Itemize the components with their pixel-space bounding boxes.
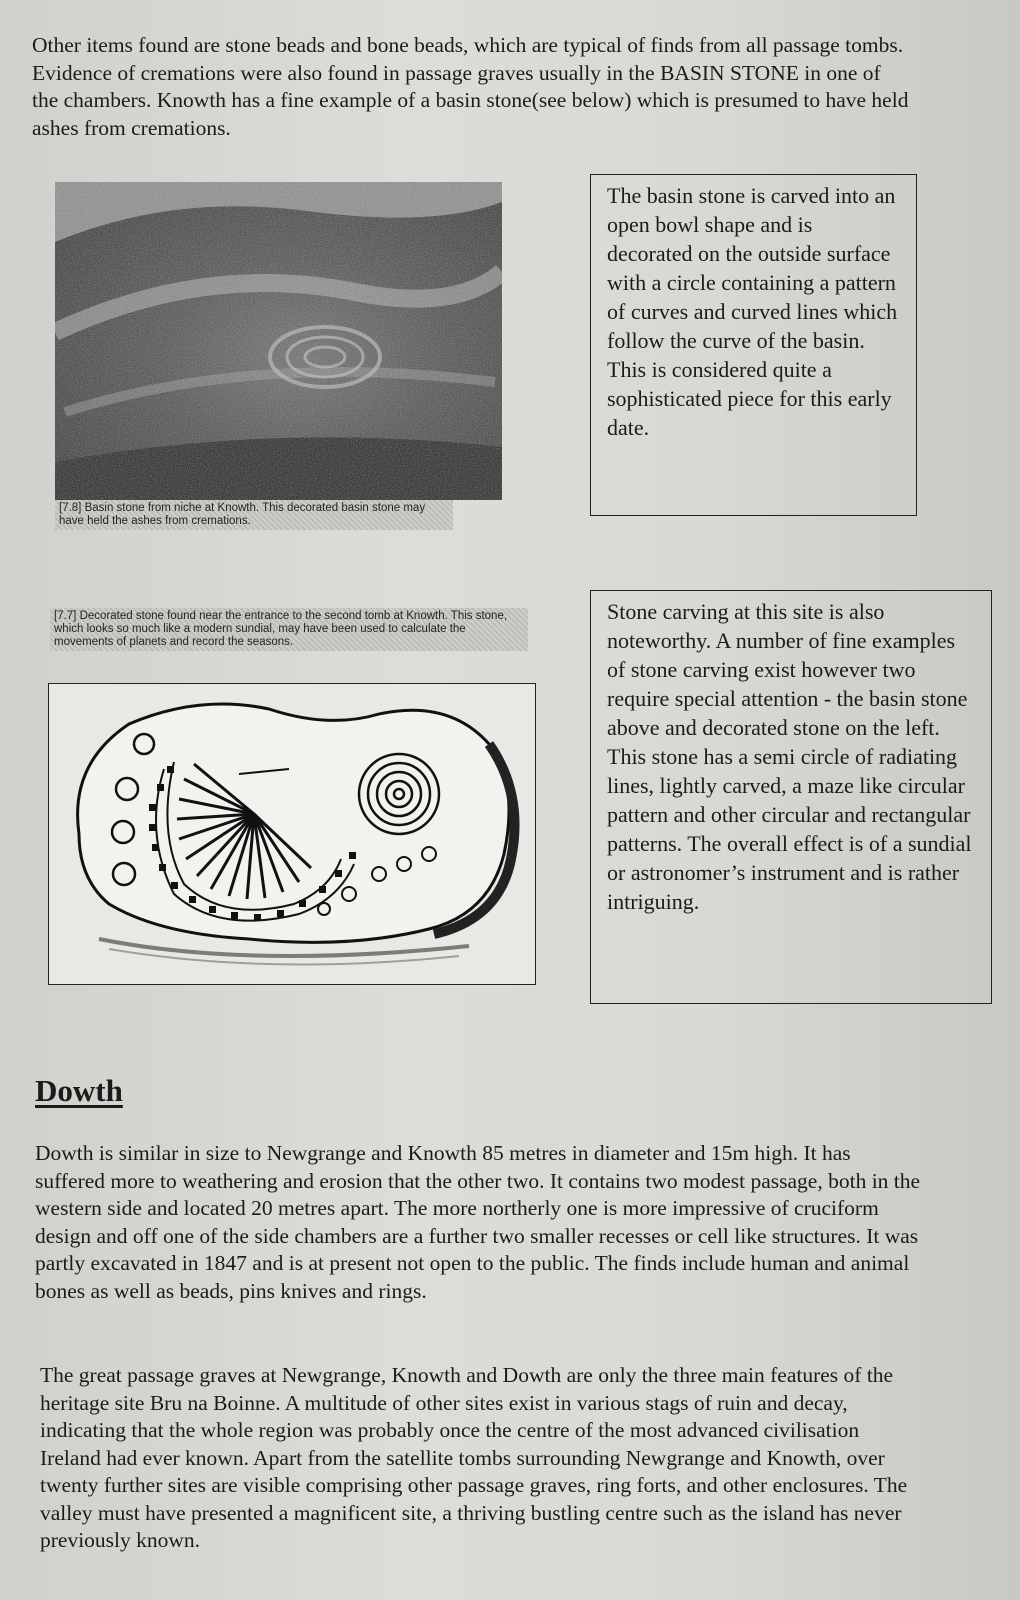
basin-stone-illustration [55,182,502,500]
dowth-heading: Dowth [35,1073,123,1108]
intro-paragraph: Other items found are stone beads and bone beads, which are typical of finds from all passage tombs. Evidence of cremations were also found in passage graves usually in the BASIN STONE in one of the chambers. Knowth has a fine example of a basin stone(see below) which is presumed to have held ashes from cremations. [32,33,909,140]
basin-stone-caption: [7.8] Basin stone from niche at Knowth. This decorated basin stone may have held the ashes from cremations. [55,500,453,530]
decorated-stone-caption: [7.7] Decorated stone found near the entrance to the second tomb at Knowth. This stone, which looks so much like a modern sundial, may have been used to calculate the movements of planets and record the seasons. [50,608,528,651]
stone-carving-textbox: Stone carving at this site is also noteworthy. A number of fine examples of stone carving exist however two require special attention - the basin stone above and decorated stone on the left. This stone has a semi circle of radiating lines, lightly carved, a maze like circular pattern and other circular and rectangular patterns. The overall effect is of a sundial or astronomer’s instrument and is rather intriguing. [590,590,992,1004]
closing-paragraph: The great passage graves at Newgrange, Knowth and Dowth are only the three main features of the heritage site Bru na Boinne. A multitude of other sites exist in various stags of ruin and decay, indicating that the whole region was probably once the centre of the most advanced civilisation Ireland had ever known. Apart from the satellite tombs surrounding Newgrange and Knowth, over twenty further sites are visible comprising other passage graves, ring forts, and other enclosures. The valley must have presented a magnificent site, a thriving bustling centre such as the island has never previously known. [40,1363,908,1552]
sundial-stone-illustration [49,684,534,983]
basin-stone-photo [55,182,502,500]
decorated-stone-drawing [48,683,536,985]
dowth-paragraph: Dowth is similar in size to Newgrange and Knowth 85 metres in diameter and 15m high. It has suffered more to weathering and erosion that the other two. It contains two modest passage, both in the western side and located 20 metres apart. The more northerly one is more impressive of cruciform design and off one of the side chambers are a further two smaller recesses or cell like structures. It was partly excavated in 1847 and is at present not open to the public. The finds include human and animal bones as well as beads, pins knives and rings. [35,1141,921,1303]
basin-stone-textbox: The basin stone is carved into an open bowl shape and is decorated on the outside surface with a circle containing a pattern of curves and curved lines which follow the curve of the basin. This is considered quite a sophisticated piece for this early date. [590,174,917,516]
